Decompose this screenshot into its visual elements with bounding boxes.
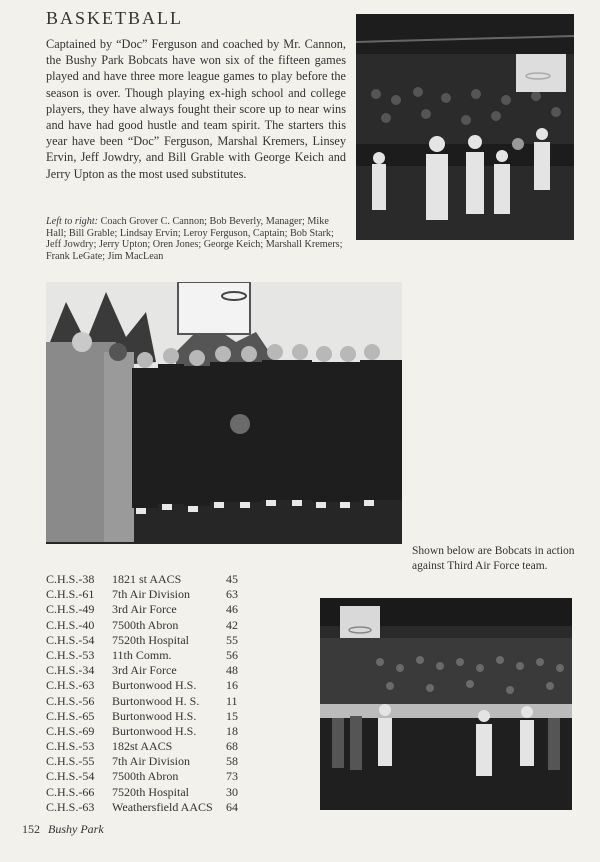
score-row: C.H.S.-69 Burtonwood H.S. 18 [46, 723, 238, 738]
school-name: Bushy Park [48, 822, 104, 836]
page-number: 152 [22, 822, 40, 836]
score-row: C.H.S.-40 7500th Abron 42 [46, 617, 238, 632]
game-action-photo-bottom [320, 598, 572, 810]
score-row: C.H.S.-38 1821 st AACS 45 [46, 572, 238, 586]
season-results-list [46, 572, 308, 815]
score-row: C.H.S.-56 Burtonwood H. S. 11 [46, 693, 238, 708]
score-row: C.H.S.-65 Burtonwood H.S. 15 [46, 708, 238, 723]
score-row: C.H.S.-63 Weathersfield AACS 64 [46, 799, 238, 814]
page-title: BASKETBALL [46, 8, 183, 28]
score-row: C.H.S.-49 3rd Air Force 46 [46, 602, 238, 617]
intro-paragraph: Captained by “Doc” Ferguson and coached by Mr. Cannon, the Bushy Park Bobcats have won six of the fifteen games played and have three more league games to play before the season is over. Though playing ex-high school and college players, they have always fought their score up to near wins and have had good hustle and team spirit. The starters this year have been “Doc” Ferguson, Marshal Kremers, Linsey Ervin, Jeff Jowdry, and Bill Grable with George Keich and Jerry Upton as the most used substitutes. [46, 37, 346, 181]
caption-names: Coach Grover C. Cannon; Bob Beverly, Manager; Mike Hall; Bill Grable; Lindsay Ervin; Leroy Ferguson, Captain; Bob Stark; Jeff Jowdry; Jerry Upton; Oren Jones; George Keich; Marshall Kremers; Frank LeGate; Jim MacLean [46, 216, 343, 262]
score-row: C.H.S.-66 7520th Hospital 30 [46, 784, 238, 799]
game-action-photo-top [356, 14, 574, 240]
caption-lead: Left to right: [46, 216, 99, 227]
score-row: C.H.S.-55 7th Air Division 58 [46, 754, 238, 769]
score-row: C.H.S.-54 7520th Hospital 55 [46, 632, 238, 647]
score-row: C.H.S.-63 Burtonwood H.S. 16 [46, 678, 238, 693]
score-row: C.H.S.-34 3rd Air Force 48 [46, 663, 238, 678]
score-row: C.H.S.-53 11th Comm. 56 [46, 647, 238, 662]
score-row: C.H.S.-53 182st AACS 68 [46, 739, 238, 754]
team-photo [46, 282, 402, 544]
page-footer [22, 822, 104, 837]
score-row: C.H.S.-54 7500th Abron 73 [46, 769, 238, 784]
side-caption: Shown below are Bobcats in action against Third Air Force team. [412, 545, 575, 572]
score-row: C.H.S.-61 7th Air Division 63 [46, 587, 238, 602]
team-photo-caption [46, 216, 351, 262]
